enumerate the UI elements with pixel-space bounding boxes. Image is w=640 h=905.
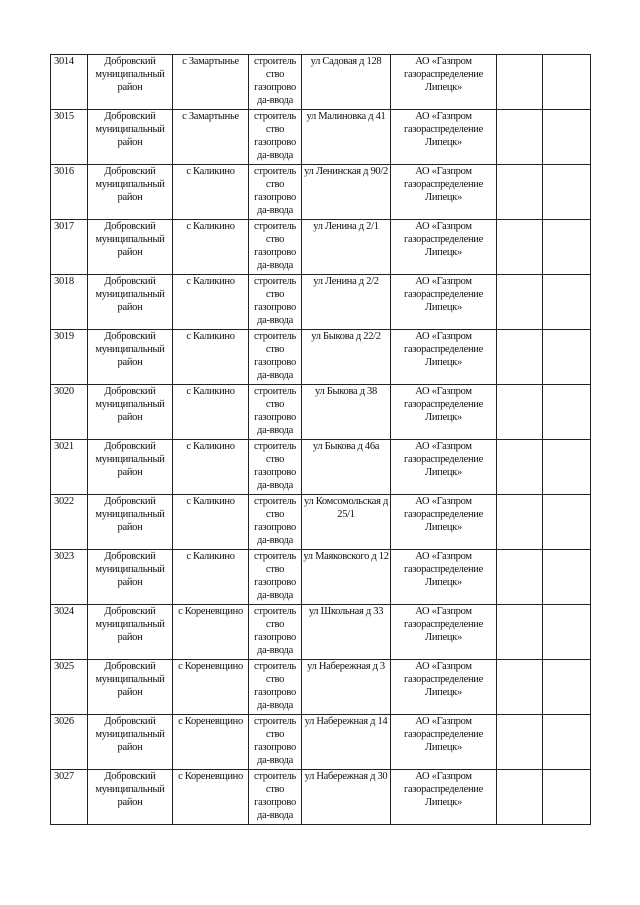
- table-row: [51, 550, 591, 605]
- row-number-cell: 3018: [51, 275, 88, 330]
- table-row: [51, 165, 591, 220]
- table-row: [51, 110, 591, 165]
- organization-cell: АО «Газпром газораспределение Липецк»: [391, 715, 497, 770]
- address-cell: ул Набережная д 30: [302, 770, 391, 825]
- row-number-cell: 3021: [51, 440, 88, 495]
- empty-cell: [543, 110, 591, 165]
- row-number-cell: 3015: [51, 110, 88, 165]
- address-cell: ул Маяковского д 12: [302, 550, 391, 605]
- empty-cell: [543, 220, 591, 275]
- settlement-cell: с Каликино: [173, 220, 249, 275]
- district-cell: Добровский муниципальный район: [88, 220, 173, 275]
- work-type-cell: строитель ство газопрово да-ввода: [249, 495, 302, 550]
- organization-cell: АО «Газпром газораспределение Липецк»: [391, 55, 497, 110]
- work-type-cell: строитель ство газопрово да-ввода: [249, 385, 302, 440]
- address-cell: ул Ленинская д 90/2: [302, 165, 391, 220]
- empty-cell: [497, 715, 543, 770]
- table-row: [51, 660, 591, 715]
- settlement-cell: с Каликино: [173, 385, 249, 440]
- work-type-cell: строитель ство газопрово да-ввода: [249, 715, 302, 770]
- row-number-cell: 3022: [51, 495, 88, 550]
- address-cell: ул Набережная д 3: [302, 660, 391, 715]
- district-cell: Добровский муниципальный район: [88, 275, 173, 330]
- address-cell: ул Быкова д 38: [302, 385, 391, 440]
- address-cell: ул Садовая д 128: [302, 55, 391, 110]
- work-type-cell: строитель ство газопрово да-ввода: [249, 440, 302, 495]
- table-row: [51, 495, 591, 550]
- work-type-cell: строитель ство газопрово да-ввода: [249, 605, 302, 660]
- settlement-cell: с Кореневщино: [173, 660, 249, 715]
- empty-cell: [497, 55, 543, 110]
- table-row: [51, 220, 591, 275]
- empty-cell: [497, 550, 543, 605]
- row-number-cell: 3023: [51, 550, 88, 605]
- district-cell: Добровский муниципальный район: [88, 495, 173, 550]
- address-cell: ул Ленина д 2/1: [302, 220, 391, 275]
- settlement-cell: с Кореневщино: [173, 770, 249, 825]
- table-row: [51, 770, 591, 825]
- table-row: [51, 440, 591, 495]
- gas-connection-table: [50, 54, 591, 825]
- organization-cell: АО «Газпром газораспределение Липецк»: [391, 440, 497, 495]
- settlement-cell: с Каликино: [173, 275, 249, 330]
- table-row: [51, 275, 591, 330]
- empty-cell: [497, 440, 543, 495]
- work-type-cell: строитель ство газопрово да-ввода: [249, 220, 302, 275]
- empty-cell: [497, 660, 543, 715]
- row-number-cell: 3017: [51, 220, 88, 275]
- work-type-cell: строитель ство газопрово да-ввода: [249, 330, 302, 385]
- table-row: [51, 715, 591, 770]
- district-cell: Добровский муниципальный район: [88, 660, 173, 715]
- empty-cell: [543, 440, 591, 495]
- empty-cell: [497, 220, 543, 275]
- district-cell: Добровский муниципальный район: [88, 330, 173, 385]
- empty-cell: [543, 550, 591, 605]
- district-cell: Добровский муниципальный район: [88, 770, 173, 825]
- empty-cell: [497, 330, 543, 385]
- row-number-cell: 3020: [51, 385, 88, 440]
- empty-cell: [543, 605, 591, 660]
- table-body: [51, 55, 591, 825]
- table-row: [51, 385, 591, 440]
- row-number-cell: 3025: [51, 660, 88, 715]
- district-cell: Добровский муниципальный район: [88, 55, 173, 110]
- organization-cell: АО «Газпром газораспределение Липецк»: [391, 605, 497, 660]
- address-cell: ул Комсомольская д 25/1: [302, 495, 391, 550]
- work-type-cell: строитель ство газопрово да-ввода: [249, 165, 302, 220]
- settlement-cell: с Каликино: [173, 550, 249, 605]
- empty-cell: [543, 330, 591, 385]
- district-cell: Добровский муниципальный район: [88, 165, 173, 220]
- address-cell: ул Ленина д 2/2: [302, 275, 391, 330]
- settlement-cell: с Замартынье: [173, 110, 249, 165]
- empty-cell: [497, 110, 543, 165]
- empty-cell: [543, 715, 591, 770]
- empty-cell: [497, 275, 543, 330]
- district-cell: Добровский муниципальный район: [88, 110, 173, 165]
- empty-cell: [543, 770, 591, 825]
- empty-cell: [497, 495, 543, 550]
- organization-cell: АО «Газпром газораспределение Липецк»: [391, 330, 497, 385]
- address-cell: ул Школьная д 33: [302, 605, 391, 660]
- settlement-cell: с Каликино: [173, 165, 249, 220]
- organization-cell: АО «Газпром газораспределение Липецк»: [391, 220, 497, 275]
- empty-cell: [497, 605, 543, 660]
- organization-cell: АО «Газпром газораспределение Липецк»: [391, 385, 497, 440]
- row-number-cell: 3027: [51, 770, 88, 825]
- address-cell: ул Быкова д 22/2: [302, 330, 391, 385]
- address-cell: ул Малиновка д 41: [302, 110, 391, 165]
- row-number-cell: 3019: [51, 330, 88, 385]
- organization-cell: АО «Газпром газораспределение Липецк»: [391, 770, 497, 825]
- address-cell: ул Набережная д 14: [302, 715, 391, 770]
- district-cell: Добровский муниципальный район: [88, 605, 173, 660]
- organization-cell: АО «Газпром газораспределение Липецк»: [391, 660, 497, 715]
- work-type-cell: строитель ство газопрово да-ввода: [249, 770, 302, 825]
- organization-cell: АО «Газпром газораспределение Липецк»: [391, 275, 497, 330]
- organization-cell: АО «Газпром газораспределение Липецк»: [391, 550, 497, 605]
- work-type-cell: строитель ство газопрово да-ввода: [249, 55, 302, 110]
- table-row: [51, 605, 591, 660]
- empty-cell: [543, 275, 591, 330]
- settlement-cell: с Каликино: [173, 440, 249, 495]
- table-row: [51, 330, 591, 385]
- address-cell: ул Быкова д 46а: [302, 440, 391, 495]
- row-number-cell: 3016: [51, 165, 88, 220]
- organization-cell: АО «Газпром газораспределение Липецк»: [391, 165, 497, 220]
- empty-cell: [543, 55, 591, 110]
- district-cell: Добровский муниципальный район: [88, 715, 173, 770]
- table-row: [51, 55, 591, 110]
- district-cell: Добровский муниципальный район: [88, 385, 173, 440]
- settlement-cell: с Кореневщино: [173, 605, 249, 660]
- district-cell: Добровский муниципальный район: [88, 440, 173, 495]
- work-type-cell: строитель ство газопрово да-ввода: [249, 275, 302, 330]
- work-type-cell: строитель ство газопрово да-ввода: [249, 550, 302, 605]
- empty-cell: [497, 385, 543, 440]
- empty-cell: [543, 660, 591, 715]
- empty-cell: [543, 495, 591, 550]
- district-cell: Добровский муниципальный район: [88, 550, 173, 605]
- settlement-cell: с Замартынье: [173, 55, 249, 110]
- empty-cell: [543, 165, 591, 220]
- row-number-cell: 3026: [51, 715, 88, 770]
- settlement-cell: с Кореневщино: [173, 715, 249, 770]
- settlement-cell: с Каликино: [173, 330, 249, 385]
- empty-cell: [497, 165, 543, 220]
- empty-cell: [497, 770, 543, 825]
- organization-cell: АО «Газпром газораспределение Липецк»: [391, 495, 497, 550]
- settlement-cell: с Каликино: [173, 495, 249, 550]
- row-number-cell: 3014: [51, 55, 88, 110]
- row-number-cell: 3024: [51, 605, 88, 660]
- work-type-cell: строитель ство газопрово да-ввода: [249, 660, 302, 715]
- work-type-cell: строитель ство газопрово да-ввода: [249, 110, 302, 165]
- empty-cell: [543, 385, 591, 440]
- organization-cell: АО «Газпром газораспределение Липецк»: [391, 110, 497, 165]
